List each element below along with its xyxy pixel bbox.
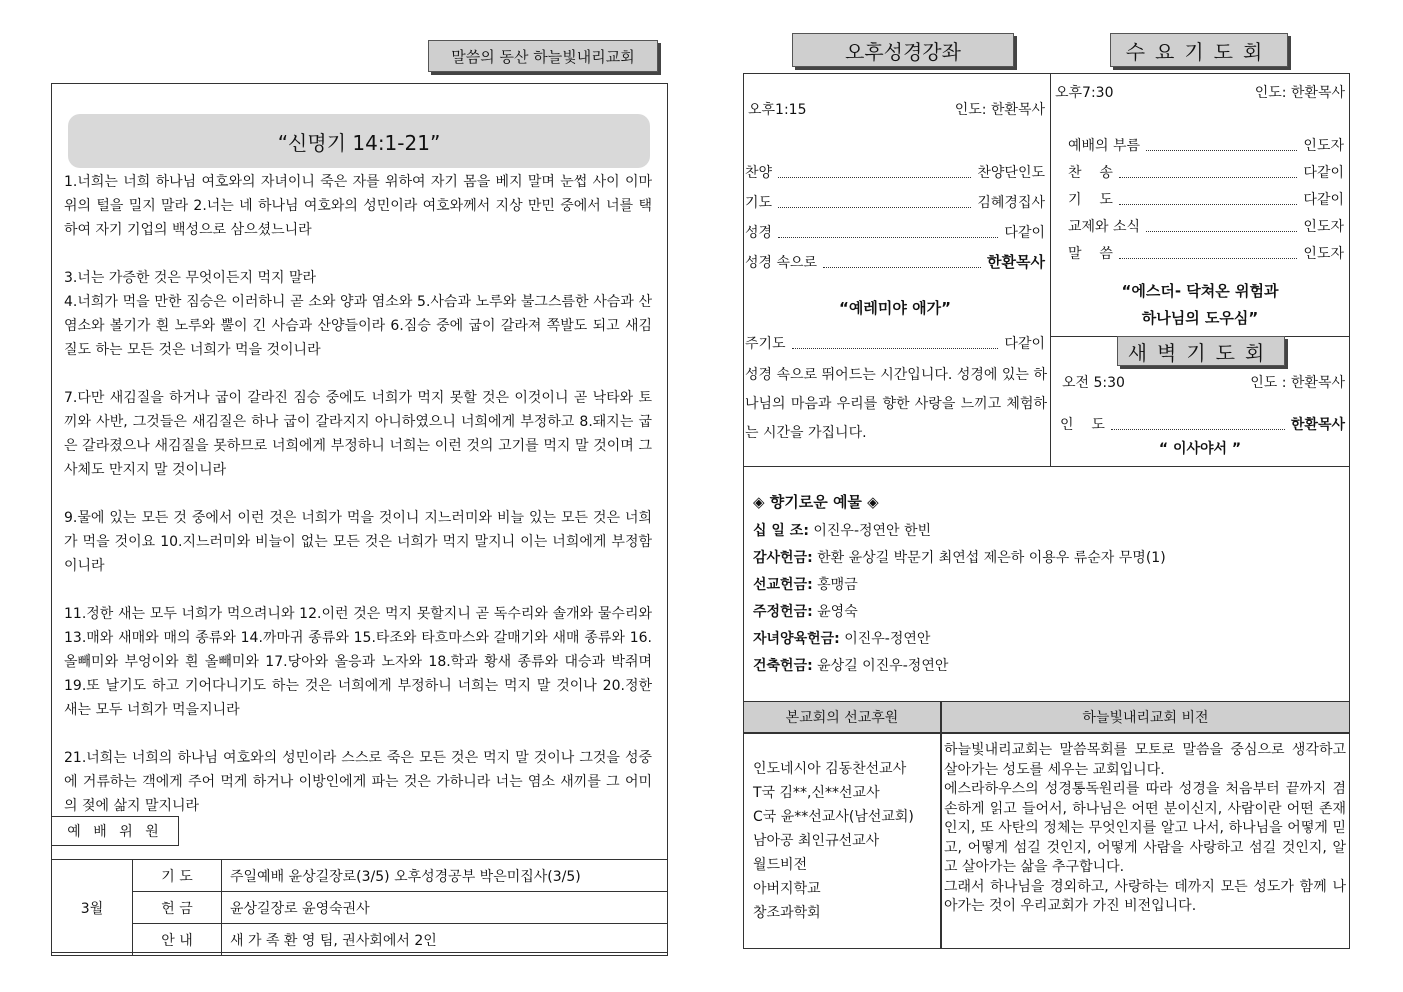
offering-label: 십 일 조: xyxy=(753,523,809,539)
scripture-paragraph: 3.너는 가증한 것은 무엇이든지 먹지 말라 4.너희가 먹을 만한 짐승은 이러하니 곧 소와 양과 염소와 5.사슴과 노루와 불그스름한 사슴과 산 염소와 볼기가 흰 노루와 뿔이 긴 사슴과 산양들이라 6.짐승 중에 굽이 갈라져 쪽발도 되고 새김질도 하는 모든 것은 너희가 먹을 것이니라 xyxy=(64,270,652,358)
vertical-divider xyxy=(1050,73,1051,466)
order-label: 교제와 소식 xyxy=(1068,219,1141,235)
order-label: 예배의 부름 xyxy=(1068,138,1141,154)
offerings-title: ◈ 향기로운 예물 ◈ xyxy=(753,493,879,511)
order-label: 기도 xyxy=(745,195,773,211)
role-cell: 기 도 xyxy=(133,860,222,892)
list-item: 아버지학교 xyxy=(753,881,821,897)
offering-label: 감사헌금: xyxy=(753,550,813,566)
scripture-paragraph: 7.다만 새김질을 하거나 굽이 갈라진 짐승 중에도 너희가 먹지 못할 것은 이것이니 곧 낙타와 토끼와 사반, 그것들은 새김질은 하나 굽이 갈라지지 아니하였으니 너희에게 부정하고 8.돼지는 굽은 갈라졌으나 새김질을 못하므로 너희에게 부정하니 너희는 이런 것의 고기를 먹지 말 것이며 그 사체도 만지지 말 것이니라 xyxy=(64,390,652,478)
order-value: 다같이 xyxy=(1303,165,1344,181)
horizontal-divider xyxy=(743,466,1350,467)
church-label: 말씀의 동산 하늘빛내리교회 xyxy=(428,40,658,72)
order-value: 인도자 xyxy=(1303,138,1344,154)
offering-item xyxy=(753,545,1343,572)
worship-committee-tab: 예 배 위 원 xyxy=(51,816,179,846)
detail-cell: 새 가 족 환 영 팀, 권사회에서 2인 xyxy=(222,924,668,956)
offering-label: 자녀양육헌금: xyxy=(753,631,840,647)
offering-item xyxy=(753,653,1343,680)
order-row xyxy=(745,182,1045,212)
order-row xyxy=(745,242,1045,272)
order-label: 찬양 xyxy=(745,165,773,181)
afternoon-bible-class-header: 오후성경강좌 xyxy=(792,33,1014,67)
role-cell: 안 내 xyxy=(133,924,222,956)
month-cell: 3월 xyxy=(52,860,133,956)
sermon-line: “에스더- 닥쳐온 위험과 xyxy=(1121,282,1279,300)
table-row xyxy=(52,924,668,956)
order-label: 찬 송 xyxy=(1068,165,1113,181)
order-row xyxy=(1068,236,1344,263)
offering-label: 건축헌금: xyxy=(753,658,813,674)
dawn-sermon-title: “ 이사야서 ” xyxy=(1158,441,1242,457)
list-item: 월드비전 xyxy=(753,857,808,873)
scripture-paragraph: 11.정한 새는 모두 너희가 먹으려니와 12.이런 것은 먹지 못할지니 곧 독수리와 솔개와 물수리와 13.매와 새매와 매의 종류와 14.까마귀 종류와 15.타조와 타흐마스와 갈매기와 새매 종류와 16.올빼미와 부엉이와 흰 올빼미와 17.당아와 올응과 노자와 18.학과 황새 종류와 대승과 박쥐며 19.또 날기도 하고 기어다니기도 하는 것은 너희에게 부정하니 너희는 먹지 말 것이나 20.정한 새는 모두 너희가 먹을지니라 xyxy=(64,606,652,718)
detail-cell: 윤상길장로 윤영숙권사 xyxy=(222,892,668,924)
offering-item xyxy=(753,599,1343,626)
order-label: 인 도 xyxy=(1060,417,1105,433)
order-value: 다같이 xyxy=(1303,192,1344,208)
table-row xyxy=(52,892,668,924)
sermon-line: 하나님의 도우심” xyxy=(1141,309,1259,327)
order-value: 다같이 xyxy=(1004,336,1045,352)
mission-support-header: 본교회의 선교후원 xyxy=(743,701,941,733)
list-item: 창조과학회 xyxy=(753,905,821,921)
table-row xyxy=(52,860,668,892)
scripture-paragraph: 9.물에 있는 모든 것 중에서 이런 것은 너희가 먹을 것이니 지느러미와 비늘 있는 모든 것은 너희가 먹을 것이요 10.지느러미와 비늘이 없는 모든 것은 너희가 먹지 말지니 이는 너희에게 부정함이니라 xyxy=(64,510,652,574)
dawn-prayer-header: 새벽기도회 xyxy=(1117,336,1285,366)
order-label: 말 씀 xyxy=(1068,246,1113,262)
detail-cell: 주일예배 윤상길장로(3/5) 오후성경공부 박은미집사(3/5) xyxy=(222,860,668,892)
order-row xyxy=(1068,209,1344,236)
offerings-list xyxy=(753,518,1343,680)
church-vision-header: 하늘빛내리교회 비전 xyxy=(941,701,1350,733)
order-value: 찬양단인도 xyxy=(977,165,1045,181)
list-item: T국 김**,신**선교사 xyxy=(753,785,880,801)
wednesday-time: 오후7:30 xyxy=(1055,85,1114,101)
mission-support-list xyxy=(753,757,914,925)
offering-item xyxy=(753,572,1343,599)
order-value: 한환목사 xyxy=(987,253,1045,271)
scripture-paragraph: 21.너희는 너희의 하나님 여호와의 성민이라 스스로 죽은 모든 것은 먹지 말 것이나 그것을 성중에 거류하는 객에게 주어 먹게 하거나 이방인에게 파는 것은 가하니라 너는 염소 새끼를 그 어미의 젖에 삶지 말지니라 xyxy=(64,750,652,814)
scripture-text xyxy=(64,170,652,842)
order-label: 주기도 xyxy=(745,336,786,352)
wednesday-leader: 인도: 한환목사 xyxy=(1254,85,1345,101)
offering-names: 홍맹금 xyxy=(812,577,858,593)
wednesday-order xyxy=(1068,128,1344,263)
role-cell: 헌 금 xyxy=(133,892,222,924)
offering-names: 이진우-정연안 xyxy=(839,631,931,647)
list-item: 남아공 최인규선교사 xyxy=(753,833,880,849)
offering-label: 선교헌금: xyxy=(753,577,813,593)
offering-label: 주정헌금: xyxy=(753,604,813,620)
order-label: 성경 속으로 xyxy=(745,255,818,271)
order-row xyxy=(1068,155,1344,182)
afternoon-closing-row xyxy=(745,333,1045,353)
order-row xyxy=(1068,182,1344,209)
order-value: 인도자 xyxy=(1303,246,1344,262)
order-value: 한환목사 xyxy=(1290,417,1345,433)
order-label: 성경 xyxy=(745,225,773,241)
offering-names: 한환 윤상길 박문기 최연섭 제은하 이용우 류순자 무명(1) xyxy=(812,550,1166,566)
dawn-leader: 인도 : 한환목사 xyxy=(1250,375,1345,391)
dawn-time: 오전 5:30 xyxy=(1062,375,1125,391)
scripture-paragraph: 1.너희는 너희 하나님 여호와의 자녀이니 죽은 자를 위하여 자기 몸을 베지 말며 눈썹 사이 이마 위의 털을 밀지 말라 2.너는 네 하나님 여호와의 성민이라 여호와께서 지상 만민 중에서 너를 택하여 자기 기업의 백성으로 삼으셨느니라 xyxy=(64,174,652,238)
offering-names: 이진우-정연안 한빈 xyxy=(808,523,932,539)
offering-names: 윤상길 이진우-정연안 xyxy=(812,658,949,674)
offering-item xyxy=(753,518,1343,545)
order-value: 다같이 xyxy=(1004,225,1045,241)
church-vision-text: 하늘빛내리교회는 말씀목회를 모토로 말씀을 중심으로 생각하고 살아가는 성도를 세우는 교회입니다. 에스라하우스의 성경통독원리를 따라 성경을 처음부터 끝까지 겸손하게 읽고 들어서, 하나님은 어떤 분이신지, 사람이란 어떤 존재인지, 또 사탄의 정체는 무엇인지를 알고 나서, 하나님을 어떻게 믿고, 어떻게 섬길 것인지, 어떻게 사람을 사랑하고 섬길 것인지, 알고 살아가는 삶을 추구합니다. 그래서 하나님을 경외하고, 사랑하는 데까지 모든 성도가 함께 나아가는 것이 우리교회가 가진 비전입니다. xyxy=(944,742,1346,914)
order-value: 김혜경집사 xyxy=(977,195,1045,211)
order-row xyxy=(1068,128,1344,155)
afternoon-time-row xyxy=(748,99,1045,119)
list-item: 인도네시아 김동찬선교사 xyxy=(753,761,907,777)
dawn-time-row xyxy=(1062,372,1345,392)
afternoon-time: 오후1:15 xyxy=(748,102,807,118)
worship-committee-table xyxy=(51,859,668,956)
wednesday-time-row xyxy=(1055,82,1345,102)
afternoon-leader: 인도: 한환목사 xyxy=(954,102,1045,118)
offering-item xyxy=(753,626,1343,653)
list-item: C국 윤**선교사(남선교회) xyxy=(753,809,914,825)
afternoon-order xyxy=(745,152,1045,272)
afternoon-sermon-title: “예레미야 애가” xyxy=(839,299,951,317)
order-row xyxy=(745,152,1045,182)
order-label: 기 도 xyxy=(1068,192,1113,208)
wednesday-sermon-title xyxy=(1055,278,1345,332)
dawn-order-row xyxy=(1060,412,1345,434)
scripture-title: “신명기 14:1-21” xyxy=(68,114,650,168)
wednesday-prayer-header: 수요기도회 xyxy=(1110,33,1288,67)
order-row xyxy=(745,212,1045,242)
offering-names: 윤영숙 xyxy=(812,604,858,620)
afternoon-description: 성경 속으로 뛰어드는 시간입니다. 성경에 있는 하나님의 마음과 우리를 향한 사랑을 느끼고 체험하는 시간을 가집니다. xyxy=(745,367,1047,441)
order-value: 인도자 xyxy=(1303,219,1344,235)
